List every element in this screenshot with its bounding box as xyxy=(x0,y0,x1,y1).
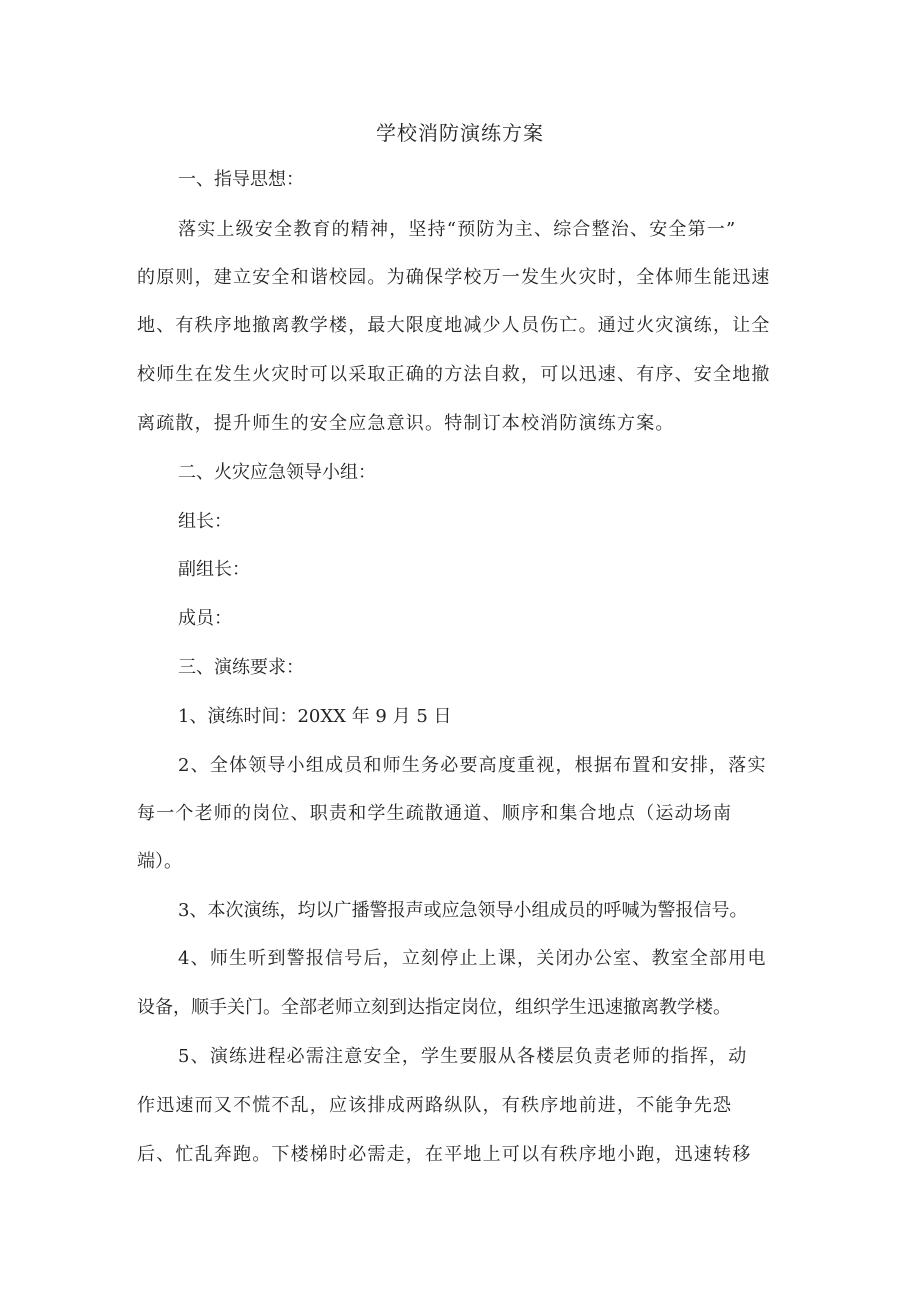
members-label: 成员： xyxy=(178,608,232,629)
requirement-item: 5、演练进程必需注意安全，学生要服从各楼层负责老师的指挥，动 xyxy=(178,1046,748,1067)
requirement-item: 2、全体领导小组成员和师生务必要高度重视，根据布置和安排，落实 xyxy=(178,755,767,776)
paragraph-line: 的原则，建立安全和谐校园。为确保学校万一发生火灾时，全体师生能迅速 xyxy=(137,267,771,288)
paragraph-line: 地、有秩序地撤离教学楼，最大限度地减少人员伤亡。通过火灾演练，让全 xyxy=(137,315,771,336)
paragraph-line: 每一个老师的岗位、职责和学生疏散通道、顺序和集合地点（运动场南 xyxy=(137,803,733,824)
section-heading-guiding-thought: 一、指导思想： xyxy=(178,169,304,190)
paragraph-line: 端）。 xyxy=(137,851,182,872)
paragraph-line: 校师生在发生火灾时可以采取正确的方法自救，可以迅速、有序、安全地撤 xyxy=(137,364,771,385)
paragraph-line: 设备，顺手关门。全部老师立刻到达指定岗位，组织学生迅速撤离教学楼。 xyxy=(137,997,731,1018)
deputy-leader-label: 副组长： xyxy=(178,559,250,580)
paragraph-line: 后、忙乱奔跑。下楼梯时必需走，在平地上可以有秩序地小跑，迅速转移 xyxy=(137,1144,752,1165)
requirement-item: 4、师生听到警报信号后，立刻停止上课，关闭办公室、教室全部用电 xyxy=(178,948,767,969)
requirement-item: 3、本次演练，均以广播警报声或应急领导小组成员的呼喊为警报信号。 xyxy=(178,900,748,921)
paragraph-line: 落实上级安全教育的精神，坚持“预防为主、综合整治、安全第一” xyxy=(178,219,737,240)
group-leader-label: 组长： xyxy=(178,511,232,532)
paragraph-line: 作迅速而又不慌不乱，应该排成两路纵队，有秩序地前进，不能争先恐 xyxy=(137,1095,733,1116)
paragraph-line: 离疏散，提升师生的安全应急意识。特制订本校消防演练方案。 xyxy=(137,413,675,434)
requirement-item: 1、演练时间：20XX 年 9 月 5 日 xyxy=(178,706,452,727)
document-title: 学校消防演练方案 xyxy=(376,121,544,145)
section-heading-leadership-group: 二、火灾应急领导小组： xyxy=(178,462,376,483)
section-heading-drill-requirements: 三、演练要求： xyxy=(178,657,304,678)
